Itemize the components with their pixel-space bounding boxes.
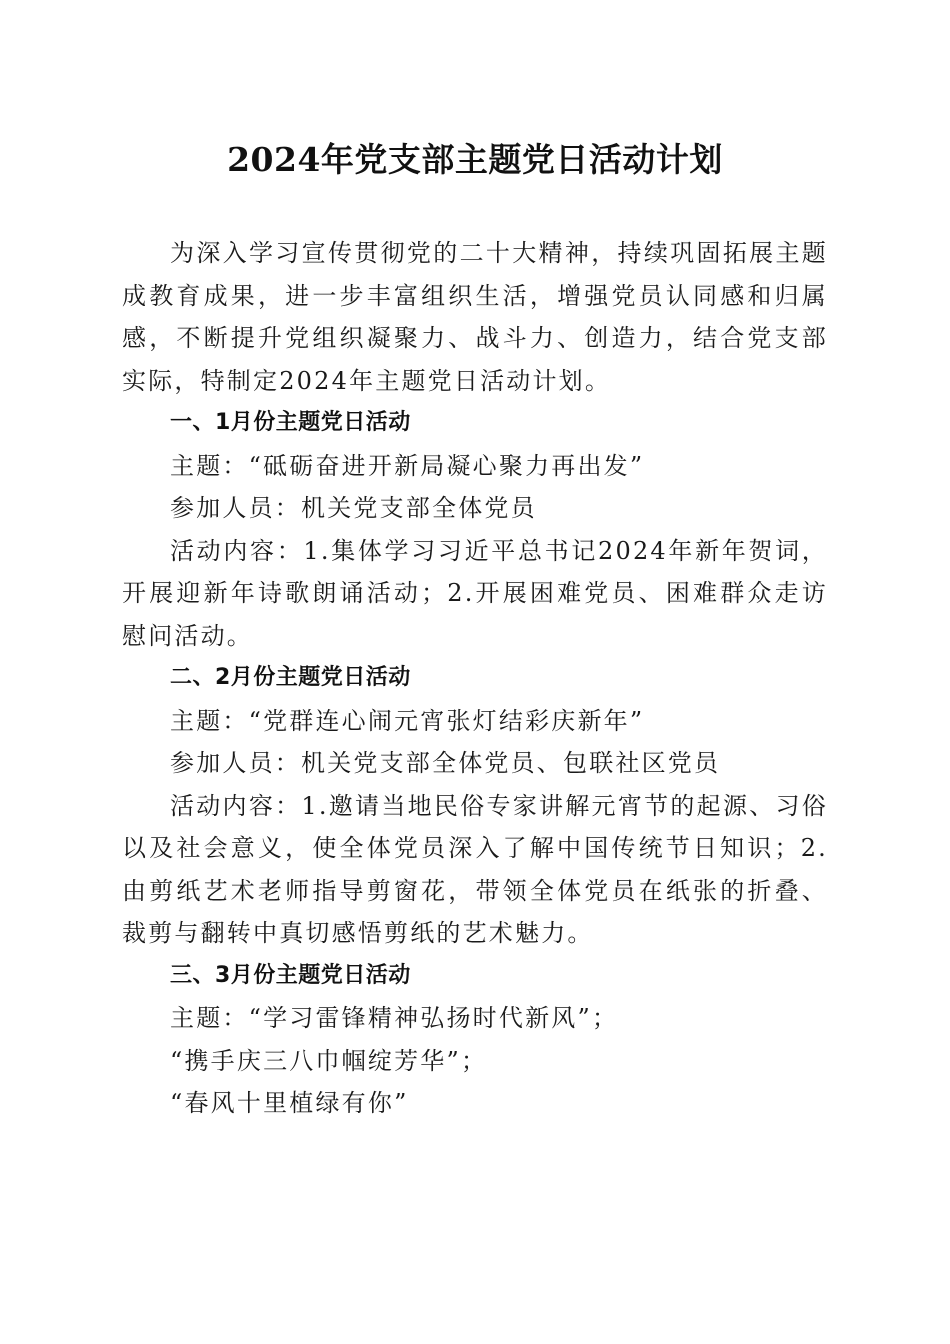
- intro-paragraph: 为深入学习宣传贯彻党的二十大精神，持续巩固拓展主题成教育成果，进一步丰富组织生活，增强党员认同感和归属感，不断提升党组织凝聚力、战斗力、创造力，结合党支部实际，特制定2024年主题党日活动计划。: [122, 239, 828, 395]
- section-theme: 主题：“砥砺奋进开新局凝心聚力再出发”: [170, 451, 645, 480]
- document-title: 2024年党支部主题党日活动计划: [227, 140, 723, 179]
- section-heading: 二、2月份主题党日活动: [170, 665, 411, 690]
- section-theme-line: “携手庆三八巾帼绽芳华”；: [170, 1046, 488, 1075]
- section-participants: 参加人员：机关党支部全体党员: [170, 494, 537, 522]
- section-participants: 参加人员：机关党支部全体党员、包联社区党员: [170, 749, 721, 777]
- section-heading: 三、3月份主题党日活动: [170, 962, 411, 988]
- section-content: 活动内容：1.集体学习习近平总书记2024年新年贺词，开展迎新年诗歌朗诵活动；2.开展困难党员、困难群众走访慰问活动。: [122, 536, 828, 650]
- section-heading: 一、1月份主题党日活动: [170, 410, 411, 435]
- section-march: [122, 955, 828, 1125]
- section-theme-line: 主题：“学习雷锋精神弘扬时代新风”；: [170, 1004, 619, 1032]
- section-content: 活动内容：1.邀请当地民俗专家讲解元宵节的起源、习俗以及社会意义，使全体党员深入了解中国传统节日知识；2.由剪纸艺术老师指导剪窗花，带领全体党员在纸张的折叠、裁剪与翻转中真切感悟剪纸的艺术魅力。: [122, 791, 828, 947]
- section-february: [122, 657, 828, 955]
- section-january: [122, 402, 828, 657]
- document-body: [122, 232, 828, 1125]
- section-theme: 主题：“党群连心闹元宵张灯结彩庆新年”: [170, 706, 645, 735]
- section-theme-line: “春风十里植绿有你”: [170, 1089, 409, 1117]
